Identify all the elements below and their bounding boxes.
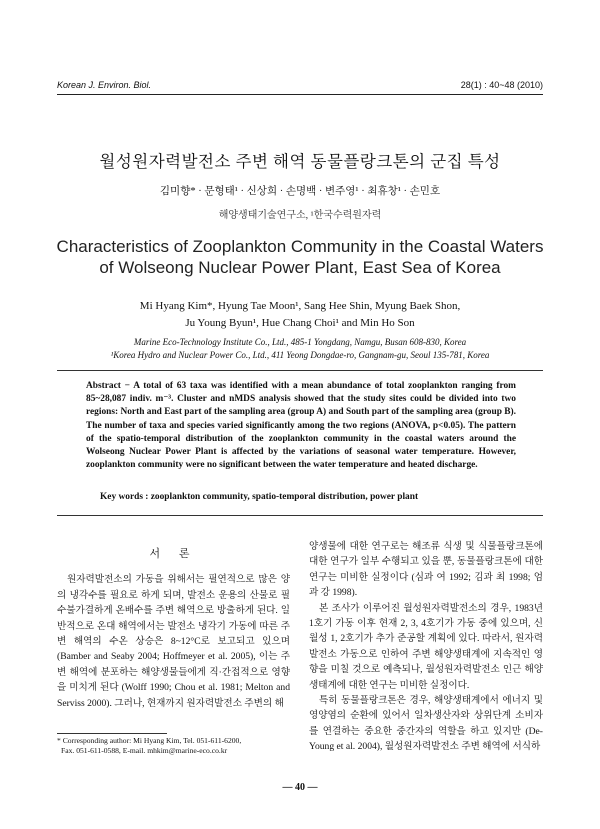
- intro-paragraph-left: 원자력발전소의 가동을 위해서는 필연적으로 많은 양의 냉각수를 필요로 하게 되며, 발전소 운용의 산물로 필수불가결하게 온배수를 주변 해역으로 방출하게 된다. 일반적으로 온대 해역에서는 발전소 냉각기 가동에 따른 주변 해역의 수온 상승은 8~12°C로 보고되고 있으며 (Bamber and Seaby 2004; Hoffmeyer et al. 2005), 이는 주변 해역에 분포하는 해양생물들에게 직·간접적으로 영향을 미치게 된다 (Wolff 1990; Chou et al. 1981; Melton and Serviss 2000). 그러나, 현재까지 원자력발전소 주변의 해: [57, 574, 290, 709]
- header-rule: [57, 94, 543, 95]
- footnote: [57, 736, 241, 756]
- footnote-line1: * Corresponding author: Mi Hyang Kim, Tel. 051-611-6200,: [57, 736, 242, 745]
- korean-authors: 김미향* · 문형태¹ · 신상희 · 손명백 · 변주영¹ · 최휴창¹ · 손민호: [159, 186, 441, 197]
- citation: 28(1) : 40~48 (2010): [460, 80, 543, 90]
- journal-name: Korean J. Environ. Biol.: [57, 80, 152, 90]
- korean-title: 월성원자력발전소 주변 해역 동물플랑크톤의 군집 특성: [99, 152, 501, 171]
- english-authors-line1: Mi Hyang Kim*, Hyung Tae Moon¹, Sang Hee Shin, Myung Baek Shon,: [139, 300, 461, 312]
- intro-paragraph-right-3: 특히 동물플랑크톤은 경우, 해양생태계에서 에너지 및 영양염의 순환에 있어서 일차생산자와 상위단계 소비자를 연결하는 중요한 중간자의 역할을 하고 있지만 (De-Young et al. 2004), 월성원자력발전소 주변 해역에 서식하: [309, 695, 543, 753]
- intro-paragraph-right-2: 본 조사가 이루어진 월성원자력발전소의 경우, 1983년 1호기 가동 이후 현재 2, 3, 4호기가 가동 중에 있으며, 신월성 1, 2호기가 추가 준공할 계획에 있다. 따라서, 원자력발전소 가동으로 인하여 주변 해양생태계에 지속적인 영향을 미칠 것으로 예측되나, 월성원자력발전소 인근 해양생태계에 대한 연구는 미비한 실정이다.: [309, 602, 543, 691]
- korean-affiliation: 해양생태기술연구소, ¹한국수력원자력: [218, 210, 382, 221]
- section-heading: 서 론: [149, 548, 198, 560]
- abstract-bottom-rule: [57, 515, 543, 516]
- english-affiliation-line2: ¹Korea Hydro and Nuclear Power Co., Ltd., 411 Yeong Dongdae-ro, Gangnam-gu, Seoul 135-781, Korea: [110, 350, 490, 360]
- english-authors: [0, 298, 600, 332]
- footnote-rule: [57, 733, 167, 734]
- english-affiliation-line1: Marine Eco-Technology Institute Co., Ltd., 485-1 Yongdang, Namgu, Busan 608-830, Korea: [133, 337, 467, 347]
- abstract-top-rule: [57, 370, 543, 371]
- english-title: [0, 236, 600, 278]
- page-number: — 40 —: [282, 782, 318, 793]
- left-column: [57, 539, 290, 711]
- english-authors-line2: Ju Young Byun¹, Hue Chang Choi¹ and Min Ho Son: [185, 317, 415, 329]
- intro-paragraph-right-1: 양생물에 대한 연구로는 해조류 식생 및 식물플랑크톤에 대한 연구가 일부 수행되고 있을 뿐, 동물플랑크톤에 대한 연구는 미비한 실정이다 (심과 여 1992; 김과 최 1998; 엄과 강 1998).: [309, 541, 543, 599]
- english-title-line2: of Wolseong Nuclear Power Plant, East Sea of Korea: [99, 258, 501, 277]
- keywords: Key words : zooplankton community, spatio-temporal distribution, power plant: [100, 492, 419, 502]
- footnote-line2: Fax. 051-611-0588, E-mail. mhkim@marine-eco.co.kr: [61, 746, 228, 755]
- abstract: Abstract − A total of 63 taxa was identified with a mean abundance of total zooplankton ranging from 85~28,087 indiv. m⁻³. Cluster and nMDS analysis showed that the study sites could be divided into two regions: North and East part of the sampling area (group A) and South part of the sampling area (group B). The number of taxa and species varied significantly among the two regions (ANOVA, p<0.05). The pattern of the spatio-temporal distribution of the zooplankton community in the coastal waters around the Wolseong Nuclear Power Plant is affected by the variations of seasonal water temperature. However, zooplankton community were no significant between the water temperature and heated discharge.: [86, 381, 516, 471]
- english-affiliation: [0, 336, 600, 362]
- english-title-line1: Characteristics of Zooplankton Community in the Coastal Waters: [56, 237, 544, 256]
- right-column: [309, 539, 543, 755]
